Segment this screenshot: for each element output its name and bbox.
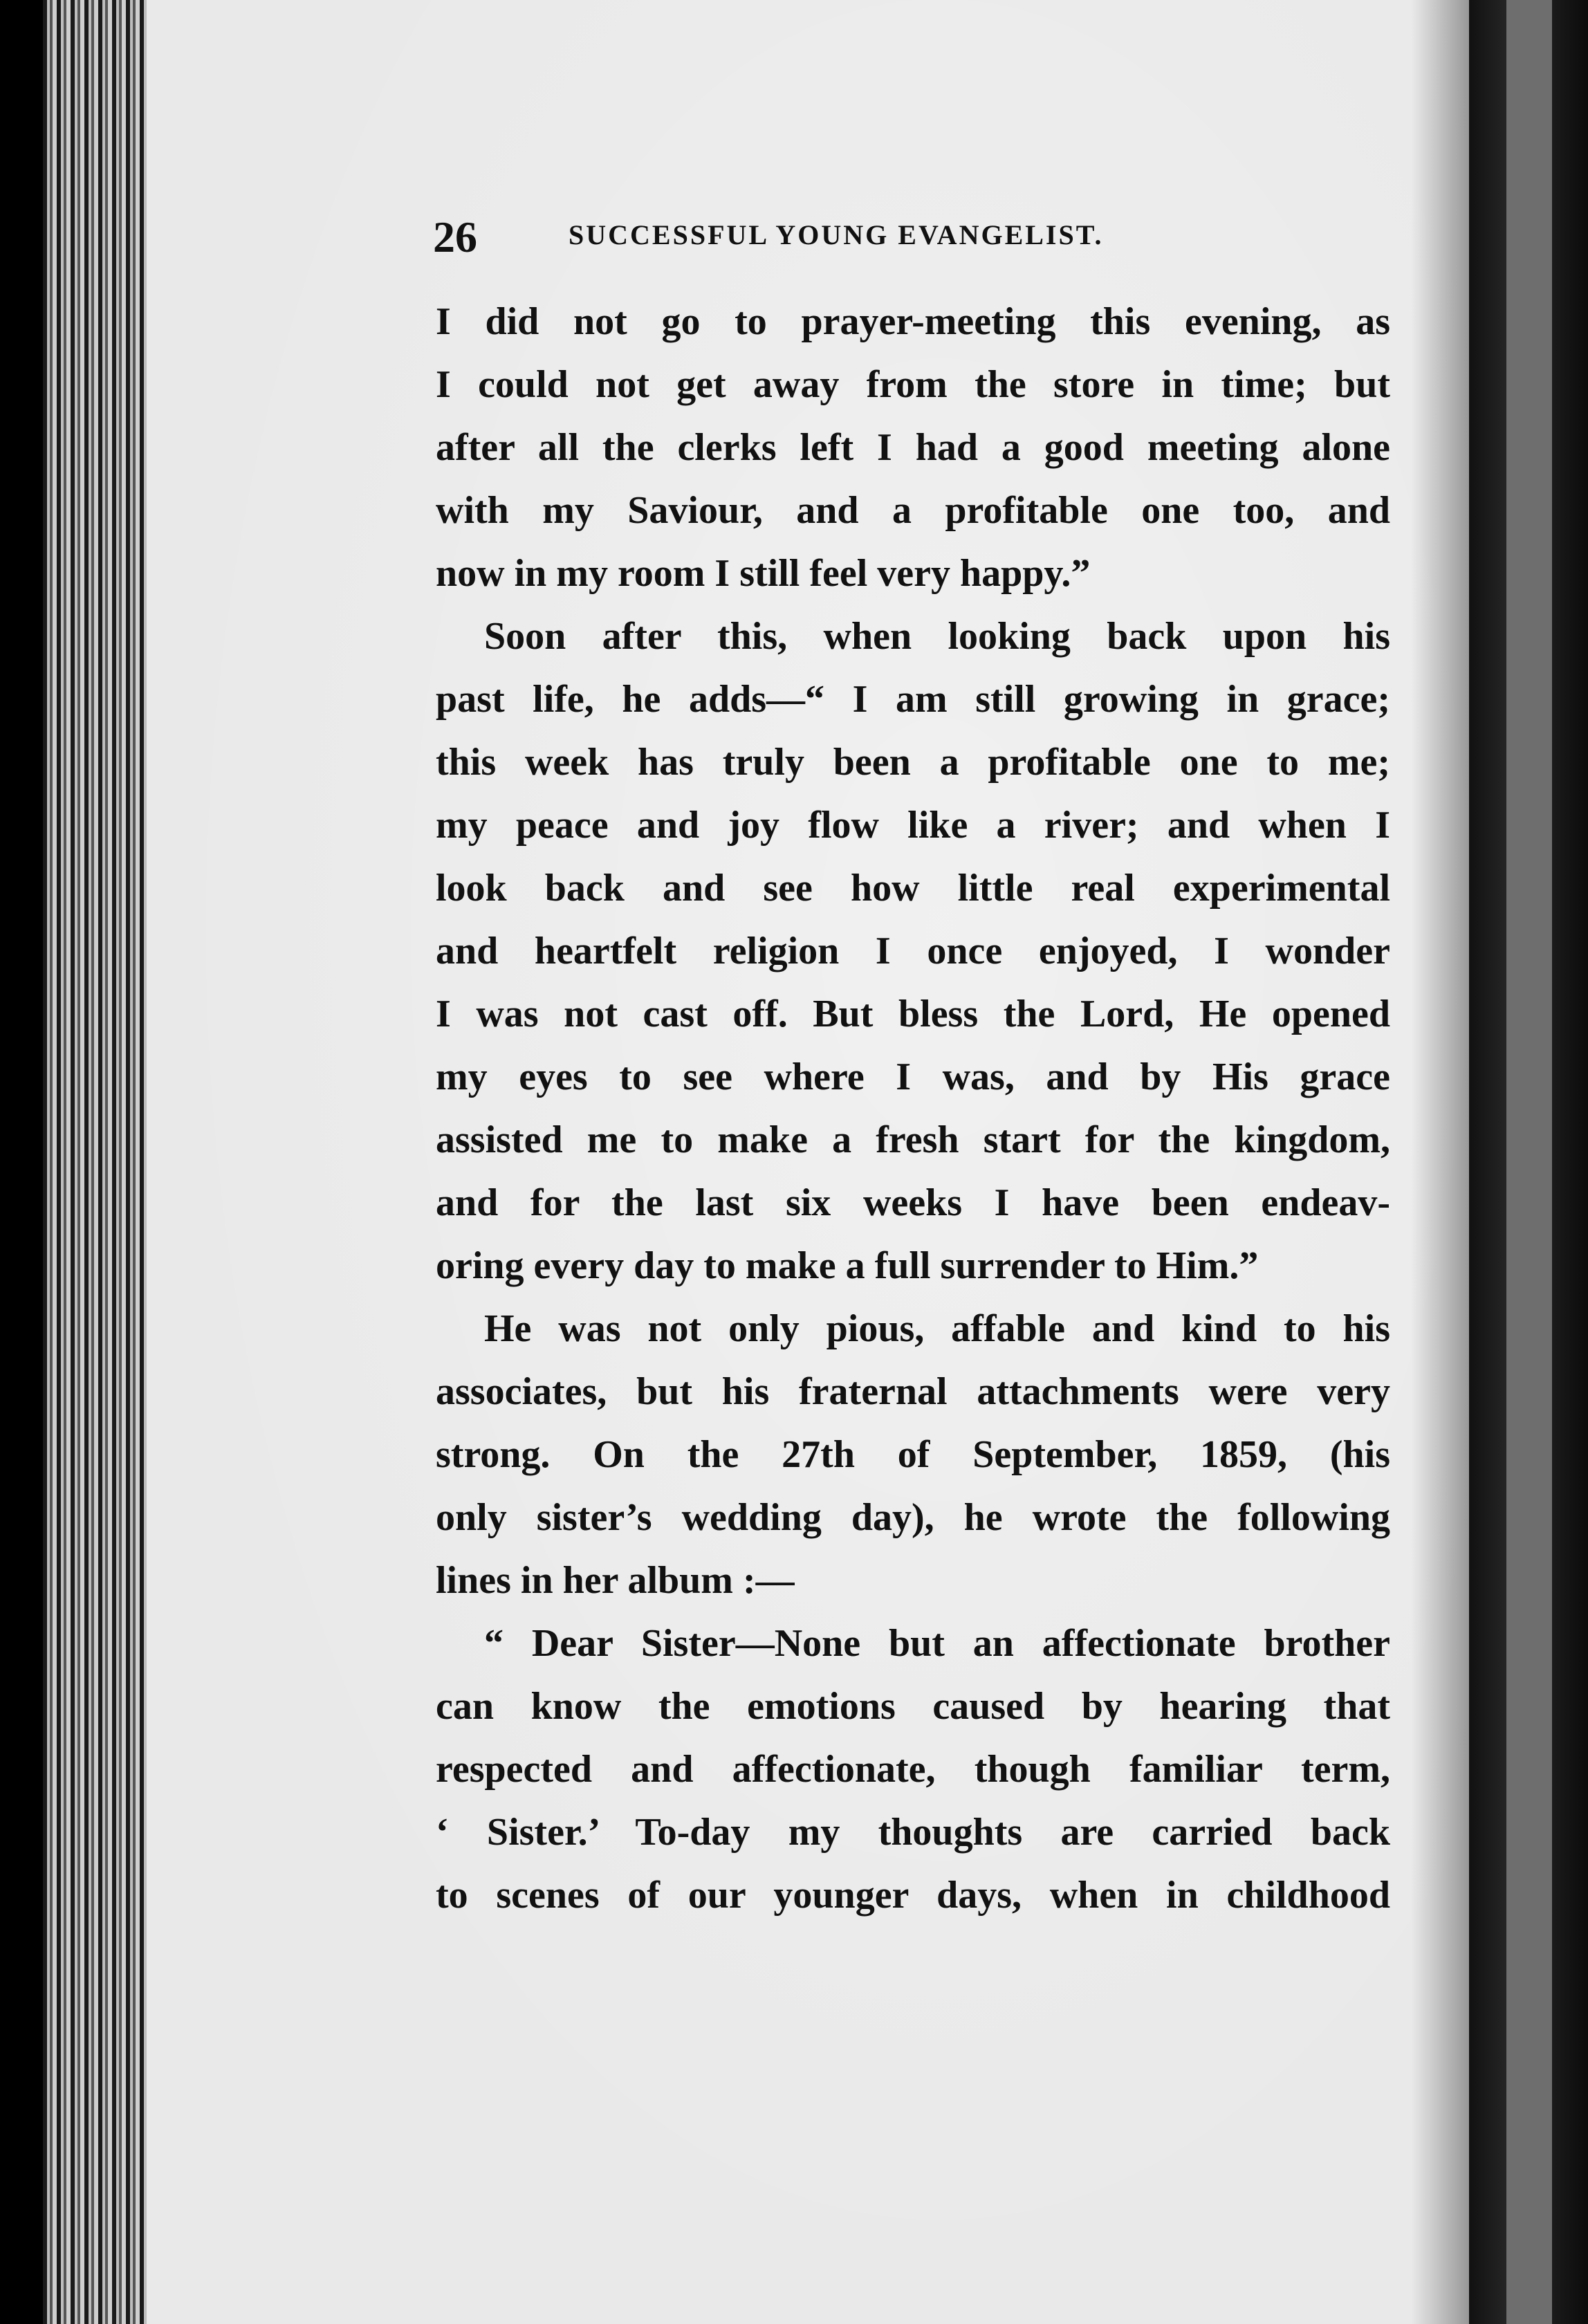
- page-edges: [43, 0, 147, 2324]
- text-line: to scenes of our younger days, when in childhood: [436, 1874, 1390, 1917]
- text-line: lines in her album :—: [436, 1559, 795, 1602]
- page-header: [433, 212, 1401, 267]
- text-line: my eyes to see where I was, and by His grace: [436, 1055, 1390, 1098]
- text-line: I was not cast off. But bless the Lord, He opened: [436, 993, 1390, 1035]
- text-line: can know the emotions caused by hearing that: [436, 1685, 1390, 1728]
- text-line: assisted me to make a fresh start for the kingdom,: [436, 1118, 1390, 1161]
- page-number: 26: [433, 212, 477, 261]
- text-line: with my Saviour, and a profitable one too, and: [436, 489, 1390, 532]
- text-line: Soon after this, when looking back upon his: [484, 615, 1390, 658]
- text-line: respected and affectionate, though familiar term,: [436, 1748, 1390, 1791]
- text-line: associates, but his fraternal attachments were very: [436, 1370, 1390, 1413]
- text-line: strong. On the 27th of September, 1859, (his: [436, 1433, 1390, 1476]
- text-line: “ Dear Sister—None but an affectionate brother: [484, 1622, 1390, 1665]
- text-line: my peace and joy flow like a river; and when I: [436, 804, 1390, 847]
- text-line: only sister’s wedding day), he wrote the following: [436, 1496, 1390, 1539]
- text-line: past life, he adds—“ I am still growing in grace;: [436, 678, 1390, 721]
- text-line: oring every day to make a full surrender to Him.”: [436, 1244, 1259, 1287]
- text-line: He was not only pious, affable and kind to his: [484, 1307, 1390, 1350]
- text-line: look back and see how little real experimental: [436, 867, 1390, 910]
- page-gutter-shadow: [1411, 0, 1469, 2324]
- text-line: and for the last six weeks I have been endeav-: [436, 1181, 1390, 1224]
- text-line: and heartfelt religion I once enjoyed, I wonder: [436, 930, 1390, 972]
- page-bottom-margin: [147, 1978, 1411, 2324]
- running-head: SUCCESSFUL YOUNG EVANGELIST.: [569, 219, 1104, 250]
- text-line: now in my room I still feel very happy.”: [436, 552, 1091, 595]
- text-line: this week has truly been a profitable one to me;: [436, 741, 1390, 784]
- text-line: I could not get away from the store in time; but: [436, 363, 1390, 406]
- text-line: ‘ Sister.’ To-day my thoughts are carried back: [436, 1811, 1390, 1854]
- text-line: I did not go to prayer-meeting this evening, as: [436, 300, 1390, 343]
- text-line: after all the clerks left I had a good meeting alone: [436, 426, 1390, 469]
- body-text: [436, 290, 1390, 1927]
- binding-edge: [1506, 0, 1552, 2324]
